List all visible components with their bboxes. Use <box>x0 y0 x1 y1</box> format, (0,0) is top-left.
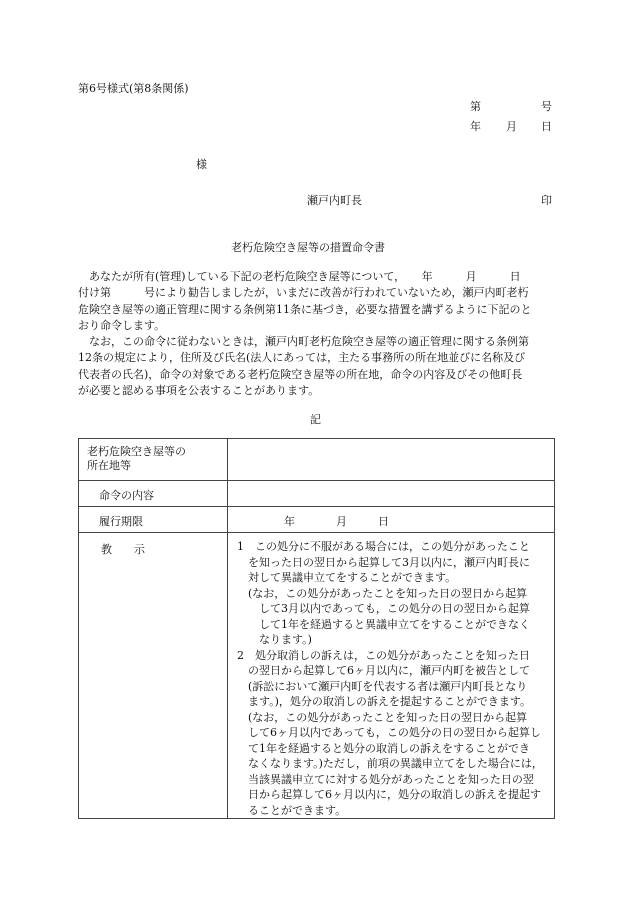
instruction-line: して6ヶ月以内であっても，この処分の日の翌日から起算し <box>237 726 541 739</box>
location-label-line: 所在地等 <box>87 459 131 472</box>
instruction-line: を知った日の翌日から起算して3月以内に，瀬戸内町長に <box>237 555 530 569</box>
instruction-label: 教 示 <box>101 543 145 556</box>
order-content-label: 命令の内容 <box>99 489 154 502</box>
instruction-line: なります。) <box>237 633 312 646</box>
body-line: あなたが所有(管理)している下記の老朽危険空き屋等について， 年 月 日 <box>89 270 521 283</box>
instruction-line: して1年を経過すると異議申立てをすることができなく <box>237 617 530 631</box>
instruction-label-cell <box>79 533 228 819</box>
deadline-label: 履行期限 <box>99 515 143 528</box>
instruction-line: 2 処分取消しの訴えは，この処分があったことを知った日 <box>237 648 530 662</box>
ki-heading: 記 <box>310 413 321 426</box>
order-content-value-cell <box>228 481 555 507</box>
addressee-honorific: 様 <box>196 158 207 171</box>
instruction-line: ます。)，処分の取消しの訴えを提起することができます。 <box>237 695 532 708</box>
instruction-line: なくなります。)ただし，前項の異議申立てをした場合には， <box>237 757 543 770</box>
deadline-month: 月 <box>336 515 347 528</box>
instruction-line: 日から起算して6ヶ月以内に，処分の取消しの訴えを提起す <box>237 788 541 801</box>
body-line: 付け第 号により勧告しましたが，いまだに改善が行われていないため，瀬戸内町老朽 <box>78 286 529 300</box>
body-line: が必要と認める事項を公表することがあります。 <box>78 384 320 398</box>
body-line: なお，この命令に従わないときは，瀬戸内町老朽危険空き屋等の適正管理に関する条例第 <box>89 335 529 348</box>
body-line: おり命令します。 <box>78 319 166 333</box>
instruction-line: (なお，この処分があったことを知った日の翌日から起算 <box>237 586 528 600</box>
table-row <box>79 533 555 819</box>
deadline-day: 日 <box>378 515 389 528</box>
instruction-line: (訴訟において瀬戸内町を代表する者は瀬戸内町長となり <box>237 679 528 693</box>
document-title: 老朽危険空き屋等の措置命令書 <box>231 241 385 254</box>
date-month: 月 <box>506 120 517 133</box>
body-paragraph-1 <box>78 269 554 335</box>
deadline-value-cell <box>228 507 555 533</box>
order-details-table <box>78 438 555 819</box>
table-row <box>79 507 555 533</box>
doc-number-go: 号 <box>541 100 552 113</box>
instruction-line: ることができます。 <box>237 803 347 817</box>
location-value-cell <box>228 439 555 481</box>
body-line: 代表者の氏名)，命令の対象である老朽危険空き屋等の所在地，命令の内容及びその他町長 <box>78 367 523 381</box>
location-label-line: 老朽危険空き屋等の <box>87 445 186 458</box>
instruction-text <box>228 533 554 818</box>
instruction-value-cell <box>228 533 555 819</box>
instruction-line: 対して異議申立てをすることができます。 <box>237 571 457 584</box>
instruction-line: て1年を経過すると処分の取消しの訴えをすることができ <box>237 741 530 755</box>
form-label: 第6号様式(第8条関係) <box>78 82 189 95</box>
instruction-line: 当該異議申立てに対する処分があったことを知った日の翌 <box>237 772 534 786</box>
instruction-line: して3月以内であっても，この処分の日の翌日から起算 <box>237 602 530 615</box>
body-paragraph-2 <box>78 334 554 400</box>
issuer-name: 瀬戸内町長 <box>307 194 362 207</box>
deadline-year: 年 <box>284 515 295 528</box>
instruction-line: の翌日から起算して6ヶ月以内に，瀬戸内町を被告として <box>237 664 530 677</box>
table-row <box>79 439 555 481</box>
deadline-label-cell <box>79 507 228 533</box>
location-label-cell <box>79 439 228 481</box>
doc-number-dai: 第 <box>470 100 481 113</box>
seal-mark: 印 <box>541 194 552 207</box>
table-row <box>79 481 555 507</box>
instruction-line: (なお，この処分があったことを知った日の翌日から起算 <box>237 710 528 724</box>
body-line: 危険空き屋等の適正管理に関する条例第11条に基づき，必要な措置を講ずるように下記のと <box>78 302 532 316</box>
instruction-line: 1 この処分に不服がある場合には，この処分があったこと <box>237 540 530 553</box>
date-year: 年 <box>470 120 481 133</box>
date-day: 日 <box>541 120 552 133</box>
body-line: 12条の規定により，住所及び氏名(法人にあっては，主たる事務所の所在地並びに名称及び <box>78 351 526 365</box>
order-content-label-cell <box>79 481 228 507</box>
